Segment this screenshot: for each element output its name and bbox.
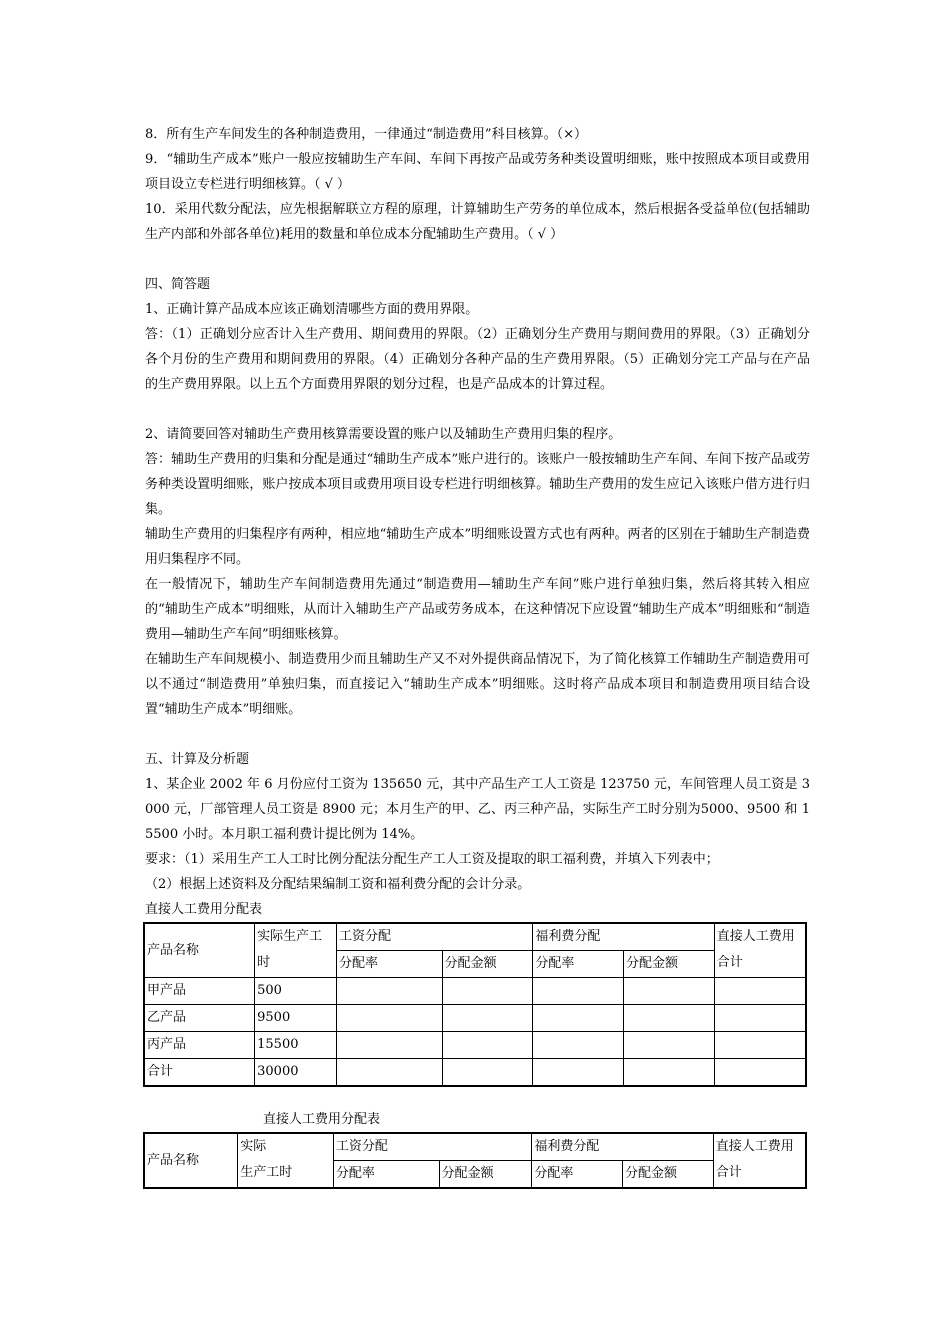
row-hours: 30000 (255, 1059, 337, 1087)
header-wage-allocation: 工资分配 (336, 923, 532, 951)
table-1-caption: 直接人工费用分配表 (145, 902, 263, 917)
subheader-welfare-rate: 分配率 (533, 951, 624, 978)
table-row (144, 1059, 806, 1087)
header-welfare-allocation: 福利费分配 (533, 923, 714, 951)
section-5-question-1: 1、某企业 2002 年 6 月份应付工资为 135650 元，其中产品生产工人工资是 123750 元，车间管理人员工资是 3000 元，厂部管理人员工资是 8900 元；本月生产的甲、乙、丙三种产品，实际生产工时分别为5000、9500 和 15500 小时。本月职工福利费计提比例为 14%。 (145, 777, 810, 842)
row-hours: 15500 (255, 1032, 337, 1059)
section-4-answer-1: 答：（1）正确划分应否计入生产费用、期间费用的界限。（2）正确划分生产费用与期间费用的界限。（3）正确划分各个月份的生产费用和期间费用的界限。（4）正确划分各种产品的生产费用界限。（5）正确划分完工产品与在产品的生产费用界限。以上五个方面费用界限的划分过程，也是产品成本的计算过程。 (145, 327, 810, 392)
allocation-table-2 (143, 1132, 807, 1189)
section-5-title: 五、计算及分析题 (145, 752, 250, 767)
header-actual-hours (238, 1133, 334, 1188)
section-5-requirement-2: （2）根据上述资料及分配结果编制工资和福利费分配的会计分录。 (145, 877, 531, 892)
subheader-welfare-amount: 分配金额 (624, 951, 715, 978)
subheader-wage-rate: 分配率 (333, 1161, 439, 1189)
row-hours: 500 (255, 978, 337, 1005)
header-actual-hours-line-2: 生产工时 (240, 1165, 293, 1180)
statement-8: 8．所有生产车间发生的各种制造费用，一律通过“制造费用”科目核算。（×） (145, 127, 587, 142)
header-product-name: 产品名称 (144, 1133, 238, 1188)
header-actual-hours: 实际生产工时 (255, 923, 337, 978)
statement-10: 10．采用代数分配法，应先根据解联立方程的原理，计算辅助生产劳务的单位成本，然后根据各受益单位(包括辅助生产内部和外部各单位)耗用的数量和单位成本分配辅助生产费用。（ √ ） (145, 202, 810, 242)
section-4-answer-2-p2: 辅助生产费用的归集程序有两种，相应地“辅助生产成本”明细账设置方式也有两种。两者的区别在于辅助生产制造费用归集程序不同。 (145, 527, 810, 567)
subheader-wage-rate: 分配率 (336, 951, 442, 978)
section-4-answer-2-p4: 在辅助生产车间规模小、制造费用少而且辅助生产又不对外提供商品情况下，为了简化核算工作辅助生产制造费用可以不通过“制造费用”单独归集，而直接记入“辅助生产成本”明细账。这时将产品成本项目和制造费用项目结合设置“辅助生产成本”明细账。 (145, 652, 810, 717)
allocation-table-1 (143, 922, 807, 1087)
section-5-requirement-1: 要求：（1）采用生产工人工时比例分配法分配生产工人工资及提取的职工福利费，并填入下列表中； (145, 852, 719, 867)
row-product-name: 乙产品 (144, 1005, 255, 1032)
subheader-welfare-rate: 分配率 (532, 1161, 623, 1189)
section-4-question-1: 1、正确计算产品成本应该正确划清哪些方面的费用界限。 (145, 302, 479, 317)
row-product-name: 甲产品 (144, 978, 255, 1005)
subheader-welfare-amount: 分配金额 (623, 1161, 714, 1189)
table-row (144, 1005, 806, 1032)
row-product-name: 合计 (144, 1059, 255, 1087)
subheader-wage-amount: 分配金额 (442, 951, 533, 978)
table-row (144, 1032, 806, 1059)
document-page (145, 122, 810, 1189)
header-actual-hours-line-1: 实际 (240, 1139, 267, 1154)
header-wage-allocation: 工资分配 (333, 1133, 531, 1161)
header-direct-labor-total: 直接人工费用合计 (714, 923, 806, 978)
table-row (144, 978, 806, 1005)
section-4-answer-2-p1: 答：辅助生产费用的归集和分配是通过“辅助生产成本”账户进行的。该账户一般按辅助生产车间、车间下按产品或劳务种类设置明细账，账户按成本项目或费用项目设专栏进行明细核算。辅助生产费用的发生应记入该账户借方进行归集。 (145, 452, 810, 517)
statement-9: 9．“辅助生产成本”账户一般应按辅助生产车间、车间下再按产品或劳务种类设置明细账，账中按照成本项目或费用项目设立专栏进行明细核算。（ √ ） (145, 152, 810, 192)
row-hours: 9500 (255, 1005, 337, 1032)
section-4-question-2: 2、请简要回答对辅助生产费用核算需要设置的账户以及辅助生产费用归集的程序。 (145, 427, 622, 442)
header-direct-labor-total: 直接人工费用合计 (713, 1133, 806, 1188)
header-welfare-allocation: 福利费分配 (532, 1133, 713, 1161)
section-4-answer-2-p3: 在一般情况下，辅助生产车间制造费用先通过“制造费用—辅助生产车间”账户进行单独归集，然后将其转入相应的“辅助生产成本”明细账，从而计入辅助生产产品或劳务成本，在这种情况下应设置“辅助生产成本”明细账和“制造费用—辅助生产车间”明细账核算。 (145, 577, 810, 642)
subheader-wage-amount: 分配金额 (439, 1161, 532, 1189)
section-4-title: 四、简答题 (145, 277, 211, 292)
row-product-name: 丙产品 (144, 1032, 255, 1059)
table-2-caption: 直接人工费用分配表 (263, 1112, 381, 1127)
header-product-name: 产品名称 (144, 923, 255, 978)
